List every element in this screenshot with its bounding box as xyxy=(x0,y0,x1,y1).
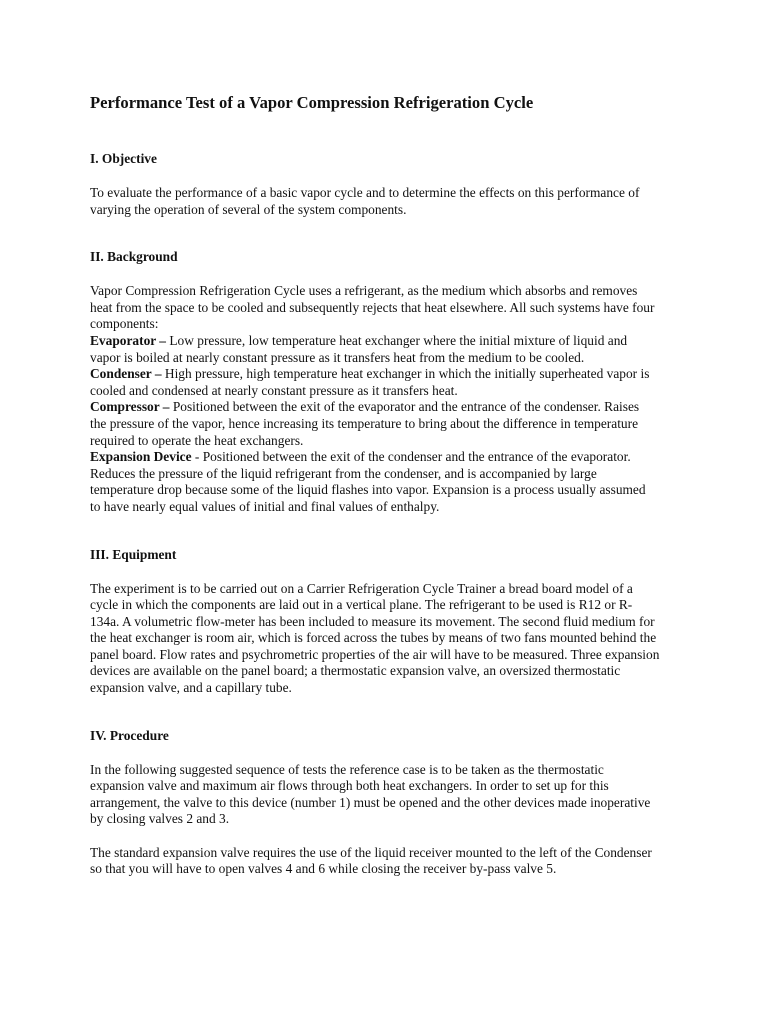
procedure-paragraph-1 xyxy=(90,762,690,828)
document-title: Performance Test of a Vapor Compression Refrigeration Cycle xyxy=(90,93,534,112)
document-body xyxy=(90,92,690,878)
text-line: vapor is boiled at nearly constant pressure as it transfers heat from the medium to be cooled. xyxy=(90,349,585,365)
text-line: required to operate the heat exchangers. xyxy=(90,432,304,448)
text-line: In the following suggested sequence of tests the reference case is to be taken as the thermostatic xyxy=(90,761,604,777)
background-paragraph xyxy=(90,283,690,515)
text-line: panel board. Flow rates and psychrometric properties of the air will have to be measured. Three expansion xyxy=(90,646,660,662)
text-line: varying the operation of several of the system components. xyxy=(90,201,407,217)
text-line: expansion valve, and a capillary tube. xyxy=(90,680,292,696)
text-line: Reduces the pressure of the liquid refrigerant from the condenser, and is accompanied by large xyxy=(90,465,597,481)
expansion-device-term: Expansion Device xyxy=(90,449,192,465)
condenser-term: Condenser – xyxy=(90,366,162,382)
compressor-definition xyxy=(90,399,690,416)
objective-paragraph xyxy=(90,185,690,218)
condenser-text: High pressure, high temperature heat exchanger in which the initially superheated vapor is xyxy=(161,366,650,382)
text-line: by closing valves 2 and 3. xyxy=(90,811,230,827)
text-line: to have nearly equal values of initial and final values of enthalpy. xyxy=(90,498,440,514)
section-heading-objective: I. Objective xyxy=(90,151,157,166)
text-line: 134a. A volumetric flow-meter has been included to measure its movement. The second fluid medium for xyxy=(90,613,655,629)
text-line: components: xyxy=(90,316,159,332)
text-line: arrangement, the valve to this device (number 1) must be opened and the other devices made inoperative xyxy=(90,794,651,810)
text-line: cycle in which the components are laid out in a vertical plane. The refrigerant to be used is R12 or R- xyxy=(90,597,633,613)
section-heading-equipment: III. Equipment xyxy=(90,546,177,562)
text-line: temperature drop because some of the liquid flashes into vapor. Expansion is a process usually assumed xyxy=(90,482,646,498)
text-line: the heat exchanger is room air, which is forced across the tubes by means of two fans mounted behind the xyxy=(90,630,657,646)
evaporator-term: Evaporator – xyxy=(90,332,167,348)
compressor-text: Positioned between the exit of the evaporator and the entrance of the condenser. Raises xyxy=(169,399,640,415)
text-line: To evaluate the performance of a basic vapor cycle and to determine the effects on this performance of xyxy=(90,185,640,200)
evaporator-text: Low pressure, low temperature heat exchanger where the initial mixture of liquid and xyxy=(166,332,628,348)
section-heading-procedure: IV. Procedure xyxy=(90,727,169,743)
expansion-device-text: - Positioned between the exit of the condenser and the entrance of the evaporator. xyxy=(191,449,631,465)
text-line: Vapor Compression Refrigeration Cycle uses a refrigerant, as the medium which absorbs and removes xyxy=(90,283,638,299)
text-line: expansion valve and maximum air flows through both heat exchangers. In order to set up for this xyxy=(90,778,609,794)
text-line: The standard expansion valve requires the use of the liquid receiver mounted to the left of the Condenser xyxy=(90,844,652,860)
equipment-paragraph xyxy=(90,581,690,697)
compressor-term: Compressor – xyxy=(90,399,170,415)
text-line: heat from the space to be cooled and subsequently rejects that heat elsewhere. All such systems have four xyxy=(90,299,655,315)
expansion-device-definition xyxy=(90,449,690,466)
section-heading-background: II. Background xyxy=(90,249,178,265)
text-line: cooled and condensed at nearly constant pressure as it transfers heat. xyxy=(90,382,458,398)
text-line: the pressure of the vapor, hence increasing its temperature to bring about the difference in temperature xyxy=(90,415,639,431)
text-line: devices are available on the panel board; a thermostatic expansion valve, an oversized thermostatic xyxy=(90,663,621,679)
text-line: The experiment is to be carried out on a Carrier Refrigeration Cycle Trainer a bread board model of a xyxy=(90,580,633,596)
procedure-paragraph-2 xyxy=(90,845,690,878)
evaporator-definition xyxy=(90,333,690,350)
condenser-definition xyxy=(90,366,690,383)
text-line: so that you will have to open valves 4 and 6 while closing the receiver by-pass valve 5. xyxy=(90,861,557,877)
